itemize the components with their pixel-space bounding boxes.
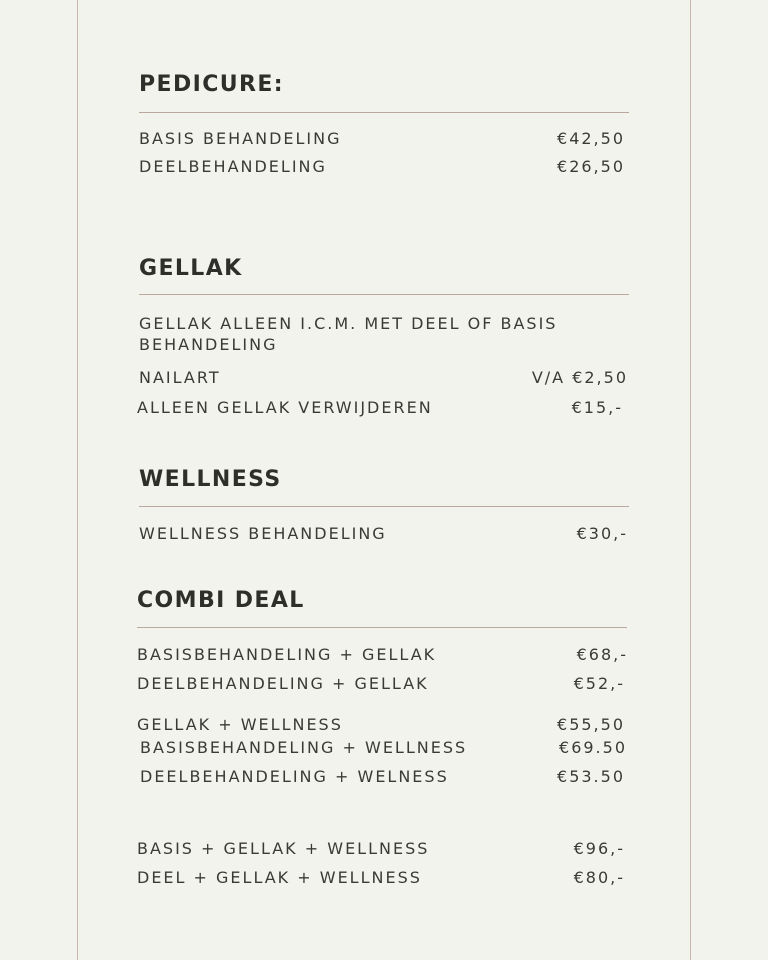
- list-item-price: €42,50: [557, 129, 625, 148]
- list-item-price: €15,-: [571, 398, 623, 417]
- list-item-price: €80,-: [573, 868, 625, 887]
- list-item-name: GELLAK + WELLNESS: [137, 715, 343, 734]
- list-item-price: €26,50: [557, 157, 625, 176]
- list-item-name: WELLNESS BEHANDELING: [139, 524, 387, 543]
- left-border-line: [77, 0, 78, 960]
- section-divider: [139, 112, 629, 113]
- section-divider: [139, 506, 629, 507]
- list-item-name: DEELBEHANDELING + GELLAK: [137, 674, 429, 693]
- list-item-name: DEELBEHANDELING: [139, 157, 327, 176]
- section-divider: [139, 294, 629, 295]
- list-item-name: DEEL + GELLAK + WELLNESS: [137, 868, 422, 887]
- right-border-line: [690, 0, 691, 960]
- list-item-price: €96,-: [573, 839, 625, 858]
- list-item-price: €69.50: [559, 738, 627, 757]
- section-title-combi-deal: COMBI DEAL: [137, 588, 305, 613]
- list-item-price: €68,-: [576, 645, 628, 664]
- section-divider: [137, 627, 627, 628]
- list-item-name: NAILART: [139, 368, 221, 387]
- list-item-price: V/A €2,50: [531, 368, 628, 387]
- list-item-price: €30,-: [576, 524, 628, 543]
- list-item-price: €55,50: [557, 715, 625, 734]
- list-item-name: BASISBEHANDELING + GELLAK: [137, 645, 437, 664]
- list-item-name: BASISBEHANDELING + WELLNESS: [140, 738, 468, 757]
- section-title-wellness: WELLNESS: [139, 467, 282, 492]
- list-item-name: GELLAK ALLEEN I.C.M. MET DEEL OF BASIS BEHANDELING: [139, 314, 558, 354]
- list-item-name: ALLEEN GELLAK VERWIJDEREN: [137, 398, 433, 417]
- list-item-name: BASIS BEHANDELING: [139, 129, 342, 148]
- list-item-name: BASIS + GELLAK + WELLNESS: [137, 839, 430, 858]
- list-item-price: €53.50: [557, 767, 625, 786]
- list-item-price: €52,-: [573, 674, 625, 693]
- section-title-gellak: GELLAK: [139, 256, 243, 281]
- list-item-name: DEELBEHANDELING + WELNESS: [140, 767, 449, 786]
- section-title-pedicure: PEDICURE:: [139, 72, 284, 97]
